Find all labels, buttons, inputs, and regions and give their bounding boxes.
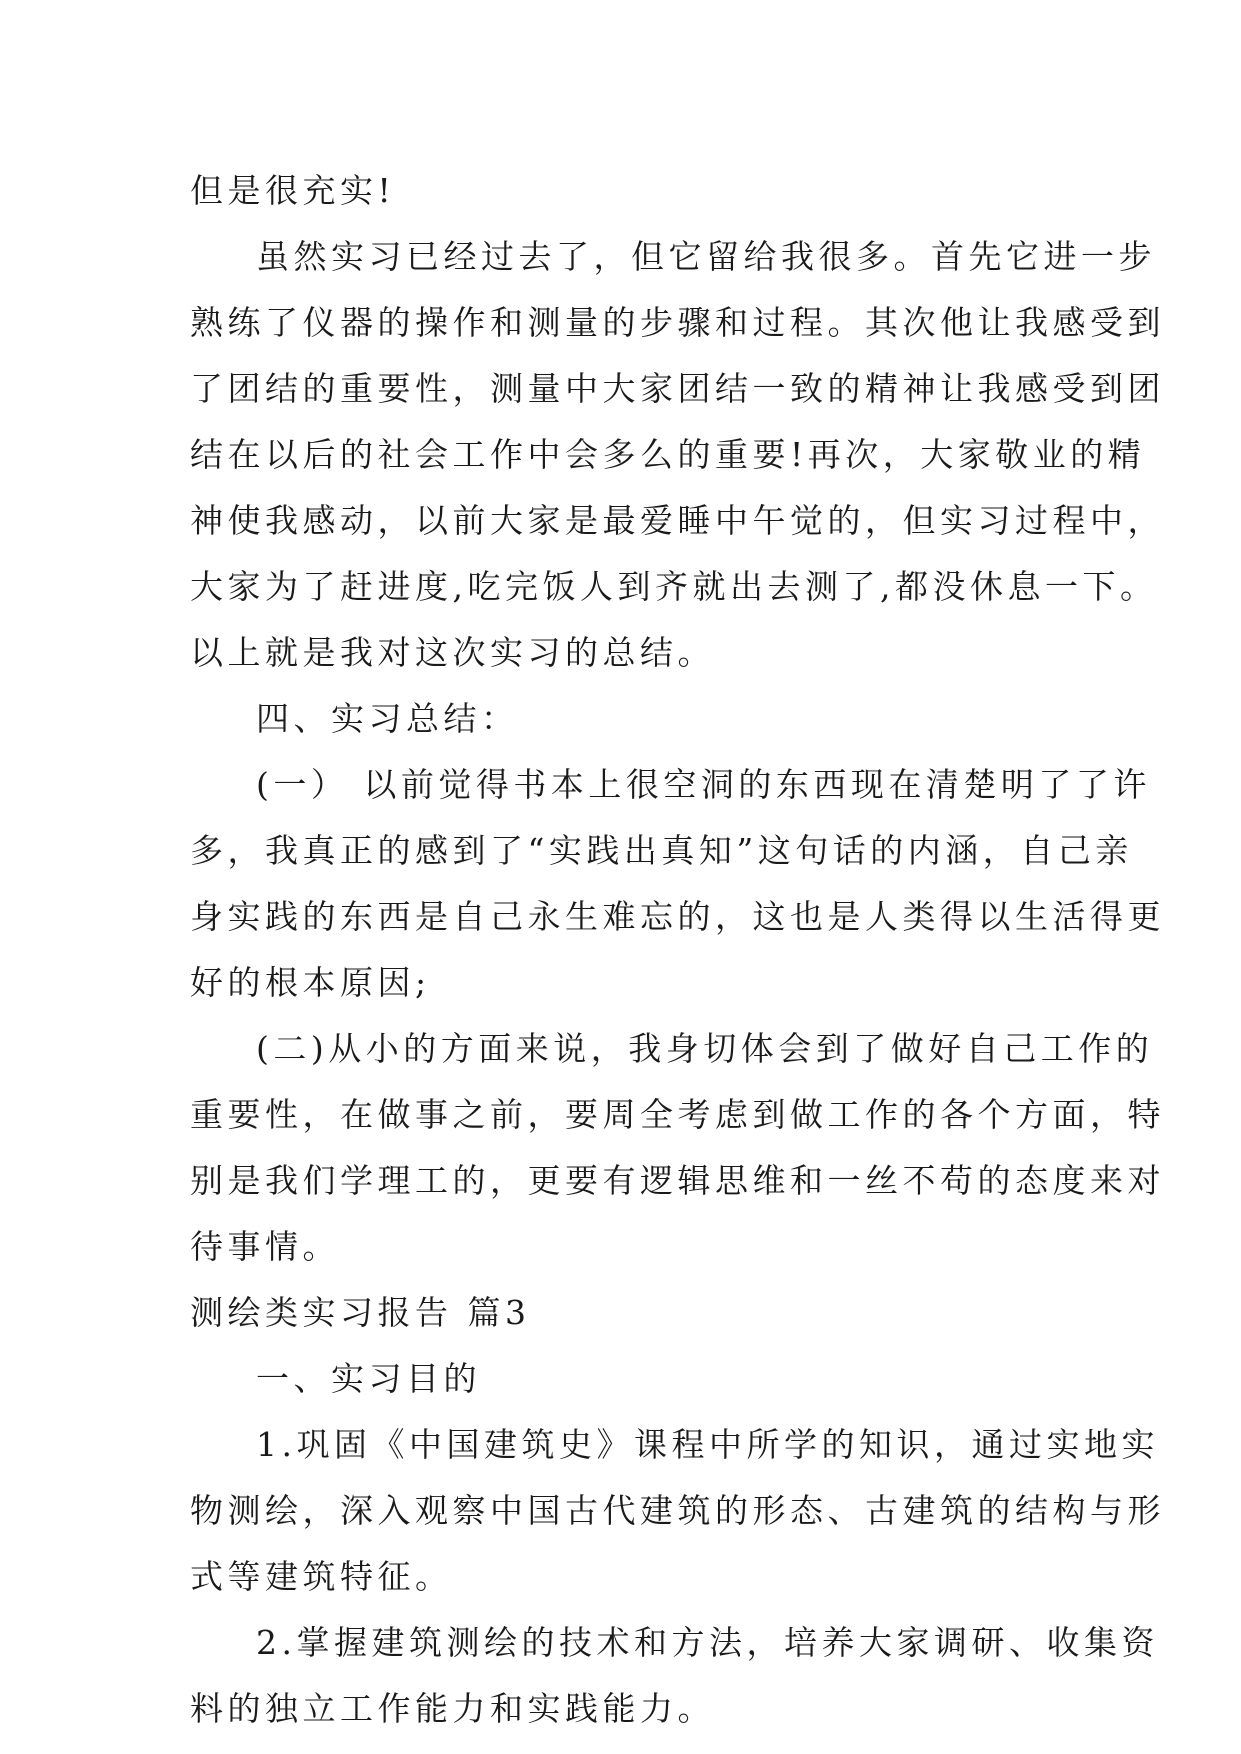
paragraph-purpose-two (190, 1610, 1159, 1742)
text-line: (二)从小的方面来说，我身切体会到了做好自己工作的 (256, 1029, 1154, 1068)
paragraph-item-one (190, 752, 1165, 1016)
text-line: 虽然实习已经过去了，但它留给我很多。首先它进一步 (256, 237, 1156, 276)
text-line: 待事情。 (190, 1227, 340, 1266)
document-page (190, 158, 1165, 1742)
text-line: 一、实习目的 (256, 1359, 481, 1398)
text-line: 多，我真正的感到了“实践出真知”这句话的内涵，自己亲 (190, 831, 1133, 870)
text-line: 料的独立工作能力和实践能力。 (190, 1689, 715, 1728)
text-line: 测绘类实习报告 篇3 (190, 1293, 531, 1332)
paragraph-purpose-one (190, 1412, 1165, 1610)
text-line: 2.掌握建筑测绘的技术和方法，培养大家调研、收集资 (256, 1623, 1159, 1662)
text-line: 四、实习总结： (256, 699, 519, 738)
text-line: 了团结的重要性，测量中大家团结一致的精神让我感受到团 (190, 369, 1165, 408)
text-line: 但是很充实! (190, 171, 396, 210)
text-line: 式等建筑特征。 (190, 1557, 453, 1596)
text-line: 别是我们学理工的，更要有逻辑思维和一丝不苟的态度来对 (190, 1161, 1165, 1200)
text-line: 身实践的东西是自己永生难忘的，这也是人类得以生活得更 (190, 897, 1165, 936)
text-line: 重要性，在做事之前，要周全考虑到做工作的各个方面，特 (190, 1095, 1165, 1134)
text-line: (一） 以前觉得书本上很空洞的东西现在清楚明了了许 (256, 765, 1151, 804)
text-line: 好的根本原因; (190, 963, 431, 1002)
paragraph-summary (190, 224, 1165, 686)
section-heading-summary (190, 686, 1060, 752)
text-line: 1.巩固《中国建筑史》课程中所学的知识，通过实地实 (256, 1425, 1159, 1464)
section-heading-purpose (190, 1346, 1060, 1412)
text-line: 熟练了仪器的操作和测量的步骤和过程。其次他让我感受到 (190, 303, 1165, 342)
paragraph-item-two (190, 1016, 1165, 1280)
text-line: 以上就是我对这次实习的总结。 (190, 633, 715, 672)
text-line: 神使我感动，以前大家是最爱睡中午觉的，但实习过程中， (190, 501, 1165, 540)
text-line: 大家为了赶进度,吃完饭人到齐就出去测了,都没休息一下。 (190, 567, 1158, 606)
paragraph-continuation (190, 158, 1060, 224)
text-line: 物测绘，深入观察中国古代建筑的形态、古建筑的结构与形 (190, 1491, 1165, 1530)
report-title (190, 1280, 1060, 1346)
text-line: 结在以后的社会工作中会多么的重要!再次，大家敬业的精 (190, 435, 1146, 474)
